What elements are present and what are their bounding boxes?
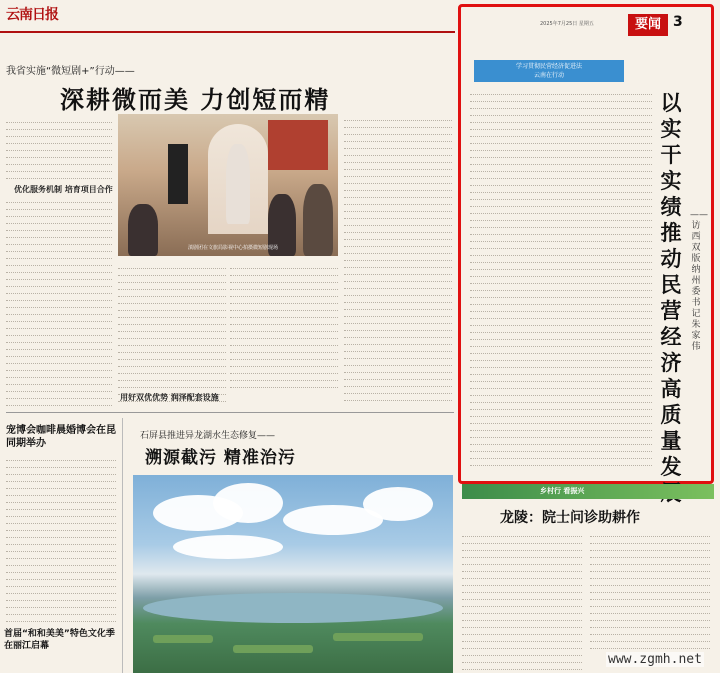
village-section-bar: [462, 484, 714, 499]
left-story-subhead-1: 优化服务机制 培育项目合作: [14, 185, 113, 194]
left-story-column-1b: [6, 196, 112, 406]
left-story-column-3: [230, 262, 338, 390]
culture-brief-headline: 首届“和和美美”特色文化季在丽江启幕: [4, 629, 115, 651]
feature-column-1: [470, 88, 652, 468]
longling-column-2: [590, 530, 710, 650]
lake-aerial-photo: [133, 475, 453, 673]
section-divider: [6, 412, 454, 413]
banner-line-1: 学习贯彻民营经济促进法: [515, 63, 582, 70]
section-tag: 要闻: [628, 14, 668, 36]
village-section-tag: 乡村行 看振兴: [540, 487, 585, 495]
banner-line-2: 云南在行动: [533, 72, 564, 79]
left-story-headline: 深耕微而美 力创短而精: [60, 86, 331, 114]
column-banner: [474, 60, 624, 82]
feature-title: 以实干实绩推动民营经济高质量发: [660, 91, 682, 479]
date-line: 2025年7月25日 星期五: [540, 21, 594, 27]
lake-story-headline: 溯源截污 精准治污: [145, 448, 296, 468]
longling-headline: 龙陵：院士问诊助耕作: [500, 510, 640, 526]
lake-story-kicker: 石屏县推进异龙湖水生态修复——: [140, 431, 276, 441]
feature-byline: ——访西双版纳州委书记朱家伟: [690, 210, 708, 352]
drama-shooting-photo: [118, 114, 338, 256]
page-number: 3: [673, 14, 683, 30]
watermark: www.zgmh.net: [608, 652, 702, 667]
left-story-column-1: [6, 116, 112, 182]
photo-caption: 滇剧团在文旅局影视中心拍摄微短剧现场: [188, 245, 279, 251]
expo-brief-headline: 宠博会咖啡晨婚博会在昆同期举办: [6, 425, 116, 449]
column-rule: [122, 418, 123, 673]
left-story-column-4: [344, 114, 452, 406]
masthead: 云南日报: [6, 7, 58, 23]
left-story-subhead-2: 用好双优优势 润泽配套设施: [120, 393, 219, 402]
left-story-column-2: [118, 262, 226, 404]
masthead-rule: [0, 31, 455, 33]
left-story-kicker: 我省实施“微短剧+”行动——: [6, 66, 135, 77]
expo-brief-text: [6, 454, 116, 624]
longling-column-1: [462, 530, 582, 670]
